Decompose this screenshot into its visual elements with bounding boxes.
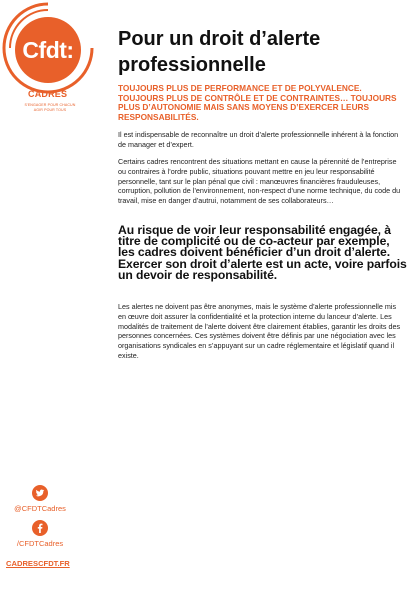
logo-wordmark: Cfdt: xyxy=(22,37,74,63)
facebook-block[interactable] xyxy=(0,520,80,548)
paragraph-3: Les alertes ne doivent pas être anonymes, mais le système d’alerte professionnelle mis en œuvre doit assurer la confidentialité et la protection interne du lanceur d’alerte. Les modalités de traitement de l’alerte doivent être clairement établies, garantir les droits des personnes concernées. Ces systèmes doivent être définis par une négociation avec les organisations syndicales en s’appuyant sur un cadre réglementaire et législatif quand il existe. xyxy=(118,302,401,360)
facebook-handle[interactable]: /CFDTCadres xyxy=(16,539,64,548)
cfdt-cadres-logo xyxy=(0,0,100,130)
paragraph-1: Il est indispensable de reconnaître un droit d’alerte professionnelle inhérent à la fonction de manager et d’expert. xyxy=(118,130,399,149)
pull-quote: Au risque de voir leur responsabilité engagée, à titre de complicité ou de co-acteur par exemple, les cadres doivent bénéficier d’un droit d’alerte. Exercer son droit d’alerte est un acte, voire parfois un devoir de responsabilité. xyxy=(118,223,407,282)
twitter-bird-icon xyxy=(32,485,48,501)
website-link[interactable]: CADRESCFDT.FR xyxy=(6,559,70,568)
logo-tagline-2: AGIR POUR TOUS xyxy=(33,108,67,112)
twitter-block[interactable] xyxy=(0,485,80,513)
paragraph-2: Certains cadres rencontrent des situations mettant en cause la pérennité de l’entreprise ou contraires à l’ordre public, situations pouvant mettre en jeu leur responsabilité personnelle, tant sur le plan pénal que civil : manœuvres financières frauduleuses, corruption, pollution de l’environnement, non-respect d’une norme technique, du code du travail, mise en danger d’autrui, notamment de ses collaborateurs… xyxy=(118,157,401,206)
twitter-handle[interactable]: @CFDTCadres xyxy=(14,504,66,513)
logo-cadres: CADRES xyxy=(28,89,68,99)
logo-tagline-1: S'ENGAGER POUR CHACUN xyxy=(24,103,76,107)
article-title: Pour un droit d’alerte professionnelle xyxy=(118,28,321,76)
facebook-f-icon xyxy=(32,520,48,536)
article-lead: TOUJOURS PLUS DE PERFORMANCE ET DE POLYVALENCE. TOUJOURS PLUS DE CONTRÔLE ET DE CONTRAINTES… TOUJOURS PLUS D’AUTONOMIE MAIS SANS MOYENS D’EXERCER LEURS RESPONSABILITÉS. xyxy=(118,83,397,122)
